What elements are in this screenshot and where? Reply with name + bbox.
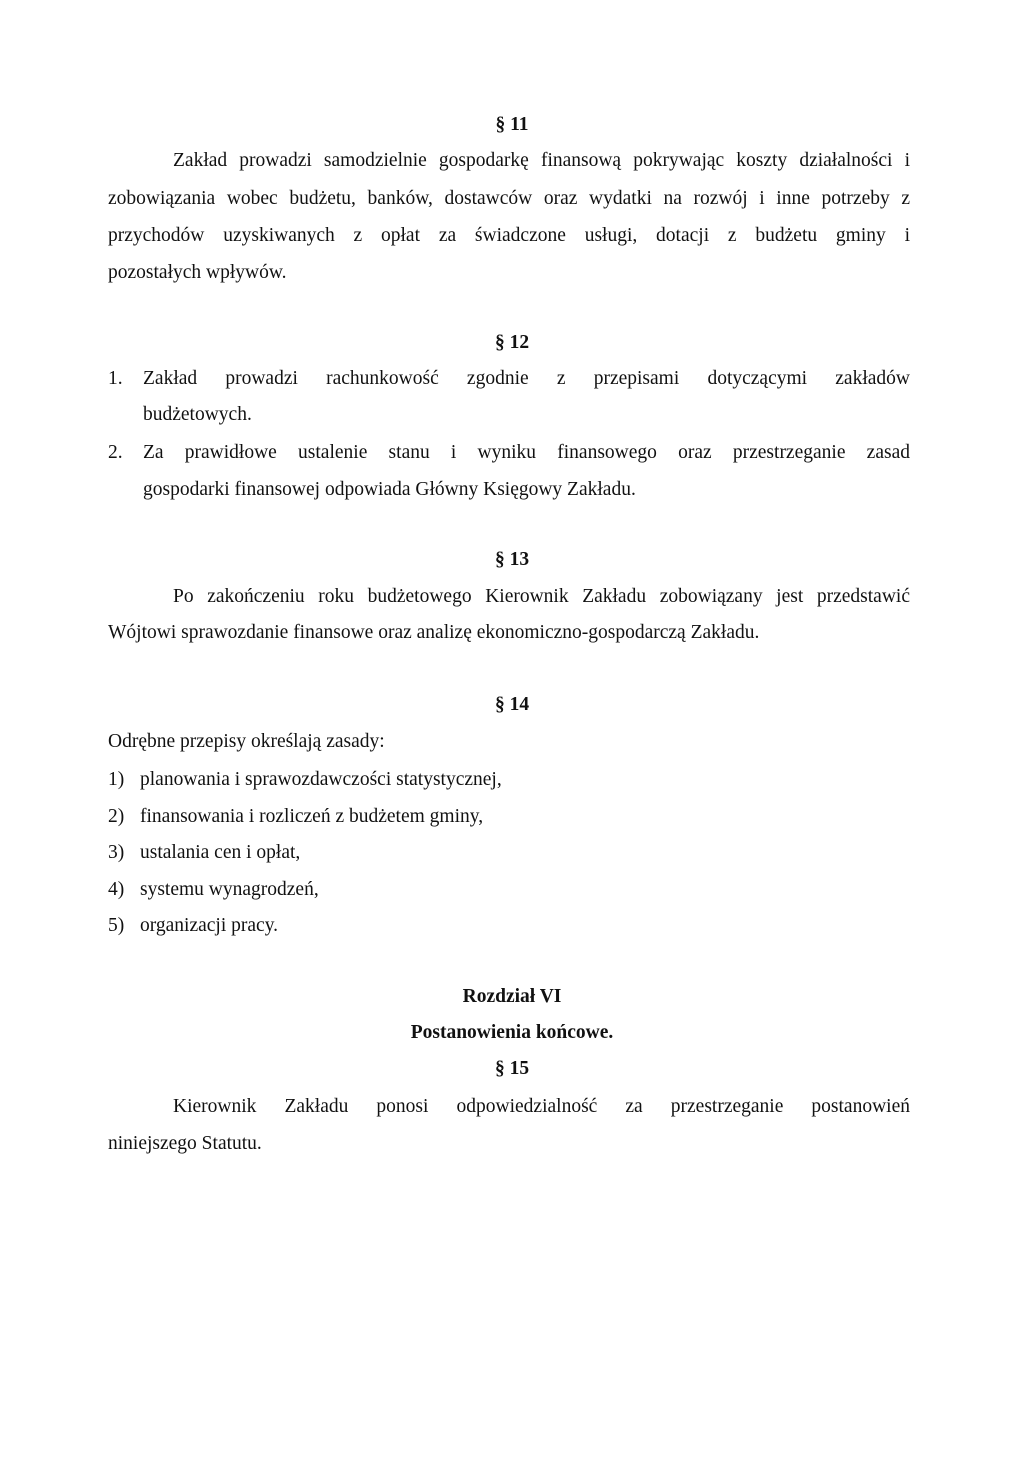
section-14-intro: Odrębne przepisy określają zasady: [108, 731, 385, 752]
list-item-text: planowania i sprawozdawczości statystycznej, [140, 769, 502, 790]
section-11-line-2: zobowiązania wobec budżetu, banków, dostawców oraz wydatki na rozwój i inne potrzeby z [108, 188, 910, 209]
section-12-item-1-line-1: Zakład prowadzi rachunkowość zgodnie z przepisami dotyczącymi zakładów [143, 368, 910, 389]
section-12-item-1-number: 1. [108, 368, 123, 389]
list-item-text: systemu wynagrodzeń, [140, 879, 319, 900]
list-item-number: 5) [108, 915, 125, 936]
section-13-line-1: Po zakończeniu roku budżetowego Kierownik Zakładu zobowiązany jest przedstawić [173, 586, 910, 607]
chapter-subtitle: Postanowienia końcowe. [410, 1022, 614, 1043]
list-item-text: finansowania i rozliczeń z budżetem gminy, [140, 806, 484, 827]
section-12-item-2-line-1: Za prawidłowe ustalenie stanu i wyniku finansowego oraz przestrzeganie zasad [143, 442, 910, 463]
section-12-item-2-line-2: gospodarki finansowej odpowiada Główny Księgowy Zakładu. [143, 479, 636, 500]
list-item [108, 879, 319, 901]
list-item-number: 3) [108, 842, 125, 863]
section-12-item-2-number: 2. [108, 442, 123, 463]
section-11-line-3: przychodów uzyskiwanych z opłat za świadczone usługi, dotacji z budżetu gminy i [108, 225, 910, 246]
section-11-line-4: pozostałych wpływów. [108, 262, 287, 283]
section-11-line-1: Zakład prowadzi samodzielnie gospodarkę finansową pokrywając koszty działalności i [173, 150, 910, 171]
list-item-number: 2) [108, 806, 125, 827]
list-item-number: 4) [108, 879, 125, 900]
list-item [108, 915, 278, 937]
list-item [108, 842, 300, 864]
section-15-line-2: niniejszego Statutu. [108, 1133, 262, 1154]
section-13-line-2: Wójtowi sprawozdanie finansowe oraz analizę ekonomiczno-gospodarczą Zakładu. [108, 622, 760, 643]
section-15-heading: § 15 [494, 1058, 530, 1079]
section-15-line-1: Kierownik Zakładu ponosi odpowiedzialność za przestrzeganie postanowień [173, 1096, 910, 1117]
list-item [108, 806, 483, 828]
section-12-heading: § 12 [494, 332, 530, 353]
section-13-heading: § 13 [494, 549, 530, 570]
section-11-heading: § 11 [495, 114, 529, 135]
list-item [108, 769, 502, 791]
list-item-text: ustalania cen i opłat, [140, 842, 301, 863]
chapter-title: Rozdział VI [462, 986, 562, 1007]
section-14-heading: § 14 [494, 694, 530, 715]
section-12-item-1-line-2: budżetowych. [143, 404, 252, 425]
list-item-text: organizacji pracy. [140, 915, 279, 936]
list-item-number: 1) [108, 769, 125, 790]
